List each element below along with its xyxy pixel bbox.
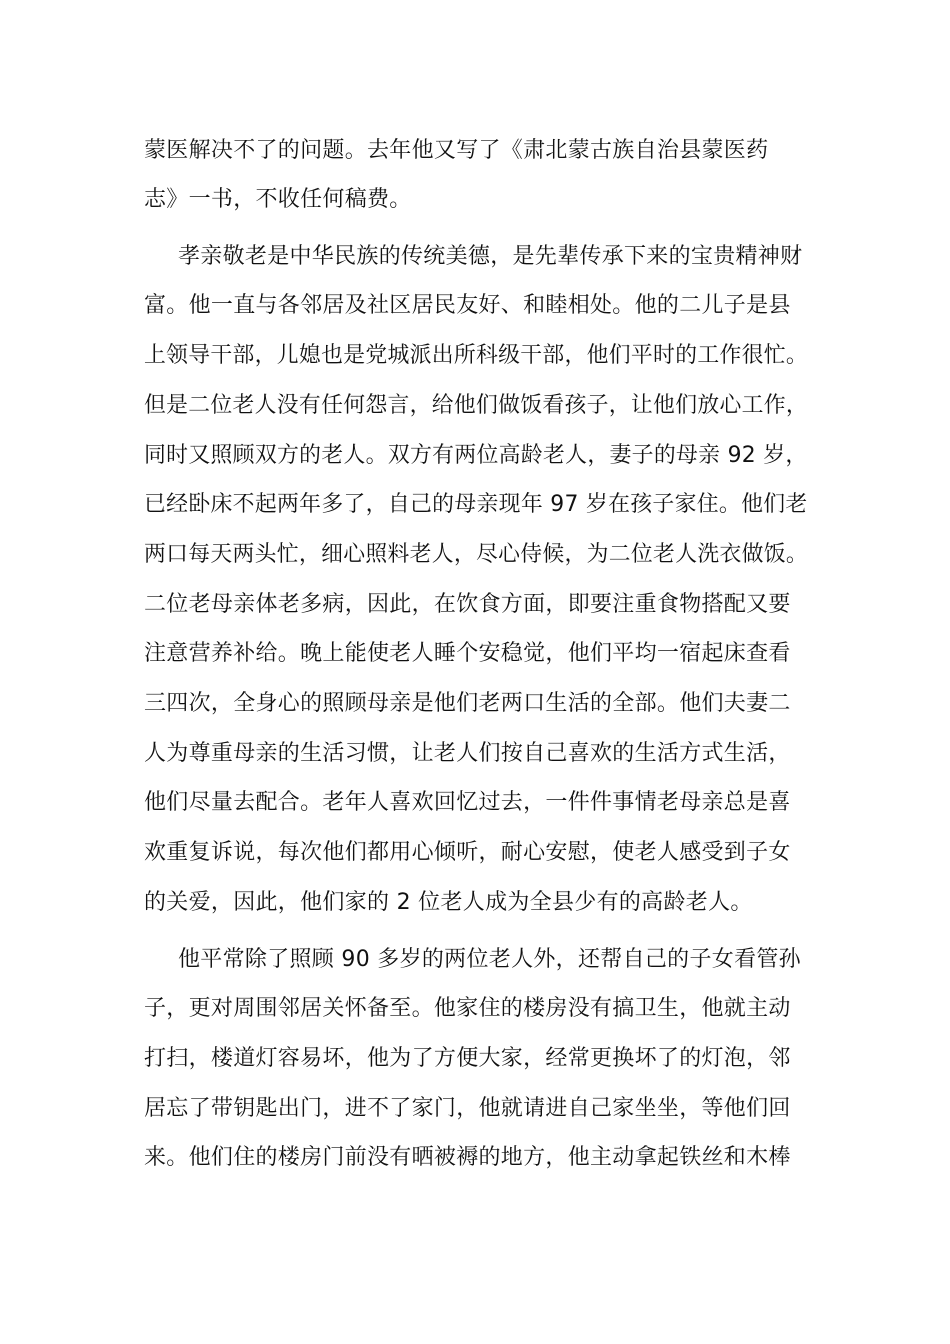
text-line: 志》一书，不收任何稿费。 [144, 187, 412, 212]
text-line: 他们尽量去配合。老年人喜欢回忆过去，一件件事情老母亲总是喜 [144, 790, 791, 815]
text-line: 欢重复诉说，每次他们都用心倾听，耐心安慰，使老人感受到子女 [144, 840, 791, 865]
text-line: 子，更对周围邻居关怀备至。他家住的楼房没有搞卫生，他就主动 [144, 996, 791, 1021]
text-line: 二位老母亲体老多病，因此，在饮食方面，即要注重食物搭配又要 [144, 592, 791, 617]
text-line: 但是二位老人没有任何怨言，给他们做饭看孩子，让他们放心工作， [144, 393, 808, 418]
text-line: 人为尊重母亲的生活习惯，让老人们按自己喜欢的生活方式生活， [144, 741, 791, 766]
text-line: 两口每天两头忙，细心照料老人，尽心侍候，为二位老人洗衣做饭。 [144, 542, 808, 567]
paragraph-first-line: 孝亲敬老是中华民族的传统美德，是先辈传承下来的宝贵精神财 [178, 244, 803, 269]
text-line: 打扫，楼道灯容易坏，他为了方便大家，经常更换坏了的灯泡，邻 [144, 1046, 791, 1071]
text-line: 三四次，全身心的照顾母亲是他们老两口生活的全部。他们夫妻二 [144, 691, 791, 716]
text-line: 注意营养补给。晚上能使老人睡个安稳觉，他们平均一宿起床查看 [144, 641, 791, 666]
text-line: 蒙医解决不了的问题。去年他又写了《肃北蒙古族自治县蒙医药 [144, 138, 769, 163]
text-line: 上领导干部，儿媳也是党城派出所科级干部，他们平时的工作很忙。 [144, 343, 808, 368]
text-line: 的关爱，因此，他们家的 2 位老人成为全县少有的高龄老人。 [144, 890, 753, 915]
text-line: 同时又照顾双方的老人。双方有两位高龄老人，妻子的母亲 92 岁， [144, 443, 808, 468]
text-line: 富。他一直与各邻居及社区居民友好、和睦相处。他的二儿子是县 [144, 293, 791, 318]
text-line: 居忘了带钥匙出门，进不了家门，他就请进自己家坐坐，等他们回 [144, 1096, 791, 1121]
paragraph-first-line: 他平常除了照顾 90 多岁的两位老人外，还帮自己的子女看管孙 [178, 947, 801, 972]
text-line: 来。他们住的楼房门前没有晒被褥的地方，他主动拿起铁丝和木棒 [144, 1145, 791, 1170]
text-line: 已经卧床不起两年多了，自己的母亲现年 97 岁在孩子家住。他们老 [144, 492, 808, 517]
